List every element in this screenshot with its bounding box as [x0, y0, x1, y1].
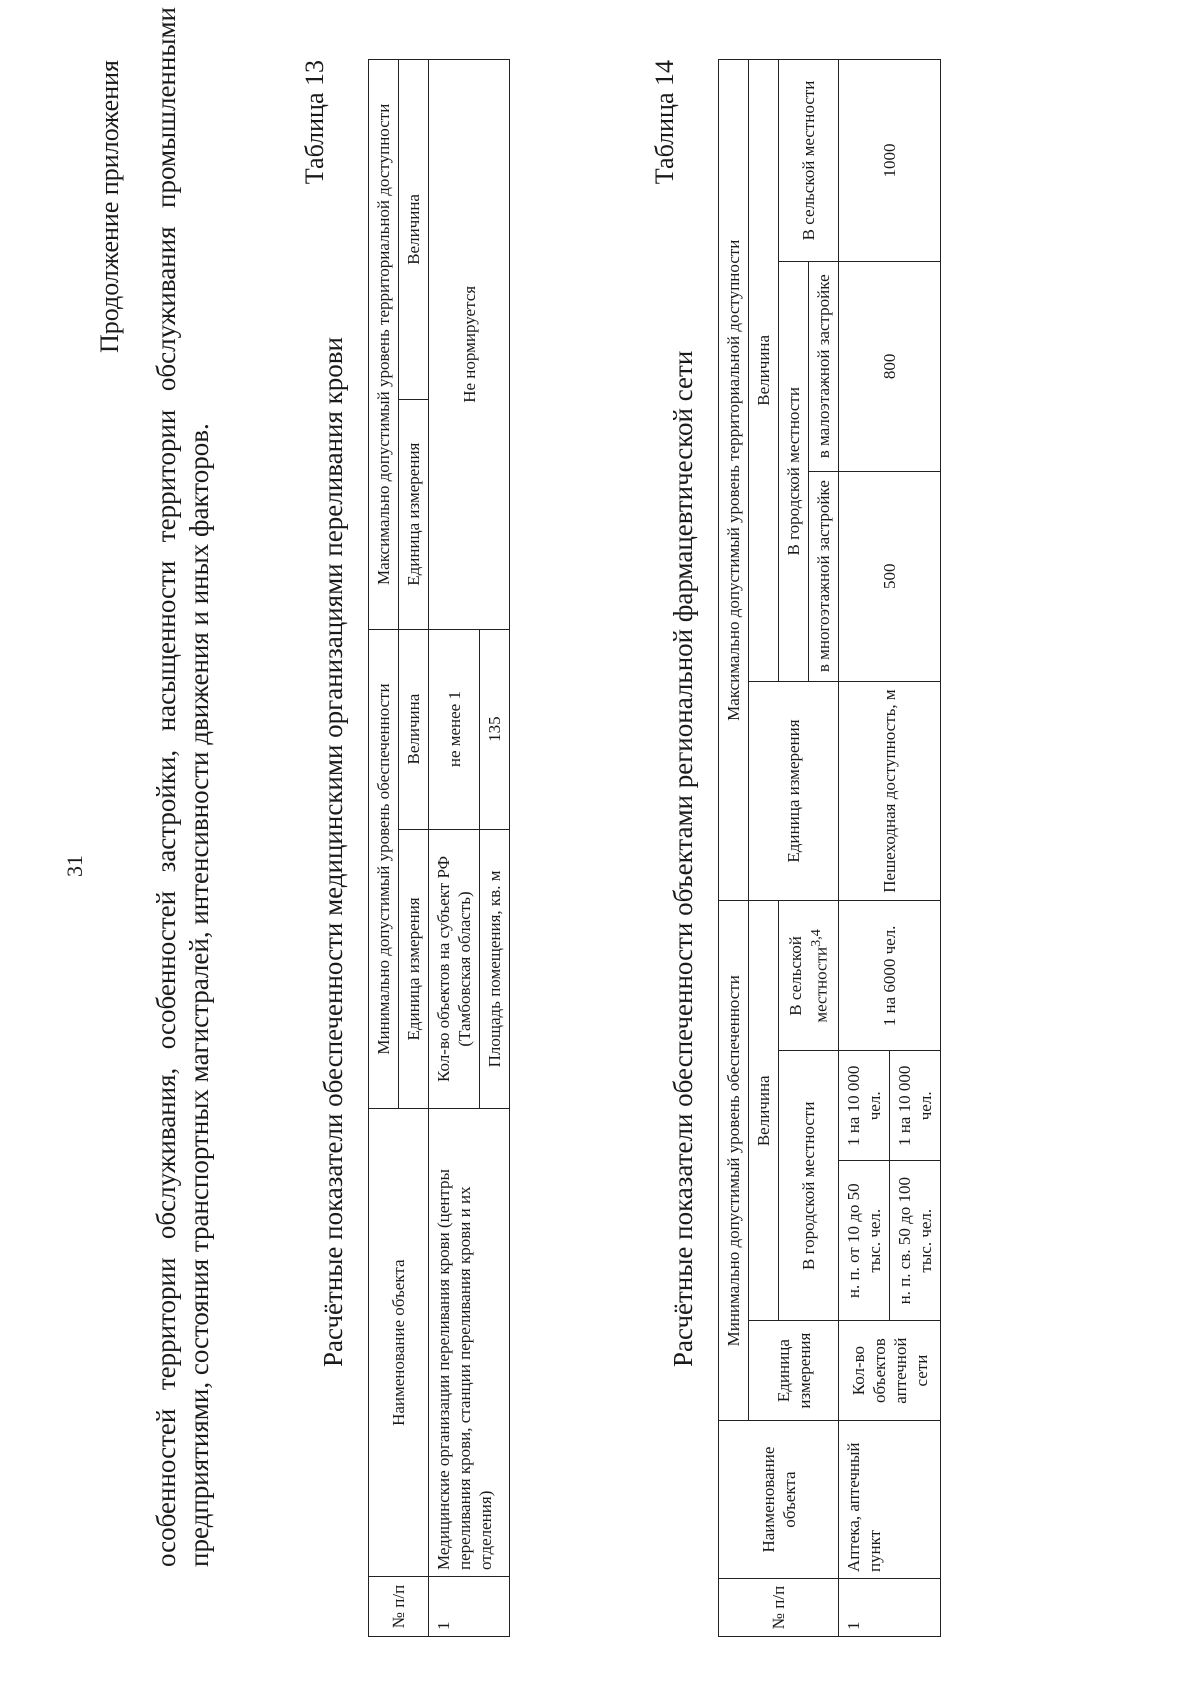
t13-header-name: Наименование объекта	[369, 1109, 429, 1577]
t13-header-value-min: Величина	[399, 629, 429, 829]
table13-header-row1	[369, 60, 399, 1637]
table14-label: Таблица 14	[650, 60, 679, 185]
t14-header-rural-max: В сельской местности	[779, 60, 839, 262]
t13-row-unit1: Кол-во объектов на субъект РФ (Тамбовская область)	[429, 829, 480, 1109]
table13	[368, 59, 510, 1637]
t14-header-rural-min-text: В сельской местности	[786, 936, 831, 1023]
table14-header-row2	[749, 60, 779, 1637]
t13-header-min-level: Минимально допустимый уровень обеспеченности	[369, 629, 399, 1109]
t14-row-rural-value: 1 на 6000 чел.	[839, 901, 941, 1051]
t13-header-num: № п/п	[369, 1577, 429, 1637]
t14-header-unit-min: Единица измерения	[749, 1321, 839, 1421]
t14-header-rural-min-sup: 3,4	[808, 929, 825, 947]
t14-row-sub2-value: 1 на 10 000 чел.	[890, 1051, 941, 1161]
table13-label: Таблица 13	[300, 60, 329, 185]
intro-paragraph: особенностей территории обслуживания, особенностей застройки, насыщенности территории обслуживания промышленными предприятиями, состояния транспортных магистралей, интенсивности движения и иных факторов.	[151, 7, 214, 1567]
t13-row-value1: не менее 1	[429, 629, 480, 829]
table13-title: Расчётные показатели обеспеченности медицинскими организациями переливания крови	[318, 337, 348, 1367]
t14-header-value-max: Величина	[749, 60, 779, 682]
t14-row-rural-max-value: 1000	[839, 60, 941, 262]
t14-row-num: 1	[839, 1579, 941, 1637]
t14-header-max-level: Максимально допустимый уровень территориальной доступности	[719, 60, 749, 901]
t13-row-value2: 135	[480, 629, 510, 829]
t13-row-num: 1	[429, 1577, 510, 1637]
t14-row-multi-storey-value: 500	[839, 471, 941, 681]
t14-header-min-level: Минимально допустимый уровень обеспеченности	[719, 901, 749, 1421]
t14-header-low-rise: в малоэтажной застройке	[809, 261, 839, 471]
t13-header-max-level: Максимально допустимый уровень территориальной доступности	[369, 60, 399, 630]
table-row	[839, 60, 890, 1637]
t14-row-max-unit: Пешеходная доступность, м	[839, 681, 941, 901]
t13-row-max-value: Не нормируется	[429, 60, 510, 630]
t14-header-multi-storey: в многоэтажной застройке	[809, 471, 839, 681]
t14-row-name: Аптека, аптечный пункт	[839, 1421, 941, 1579]
t14-row-sub1-value: 1 на 10 000 чел.	[839, 1051, 890, 1161]
page-header: Продолжение приложения	[95, 60, 124, 354]
t14-header-unit-max: Единица измерения	[749, 681, 839, 901]
t13-row-name: Медицинские организации переливания крови (центры переливания крови, станции переливания крови и их отделения)	[429, 1109, 510, 1577]
t14-header-rural-min	[779, 901, 839, 1051]
t13-header-unit-max: Единица измерения	[399, 399, 429, 629]
t13-header-unit-min: Единица измерения	[399, 829, 429, 1109]
table14-header-row1	[719, 60, 749, 1637]
t14-row-unit: Кол-во объектов аптечной сети	[839, 1321, 941, 1421]
table14-title: Расчётные показатели обеспеченности объектами региональной фармацевтической сети	[668, 350, 698, 1367]
table14	[718, 59, 941, 1637]
t14-header-urban-max: В городской местности	[779, 261, 809, 681]
t13-row-unit2: Площадь помещения, кв. м	[480, 829, 510, 1109]
t14-row-sub1-label: н. п. от 10 до 50 тыс. чел.	[839, 1161, 890, 1321]
t14-header-value-min: Величина	[749, 901, 779, 1321]
t14-header-name: Наименование объекта	[719, 1421, 839, 1579]
t14-header-urban-min: В городской местности	[779, 1051, 839, 1321]
t14-header-num: № п/п	[719, 1579, 839, 1637]
t13-header-value-max: Величина	[399, 60, 429, 400]
t14-row-sub2-label: н. п. св. 50 до 100 тыс. чел.	[890, 1161, 941, 1321]
t14-row-low-rise-value: 800	[839, 261, 941, 471]
page-number: 31	[62, 855, 87, 877]
table-row	[429, 60, 480, 1637]
